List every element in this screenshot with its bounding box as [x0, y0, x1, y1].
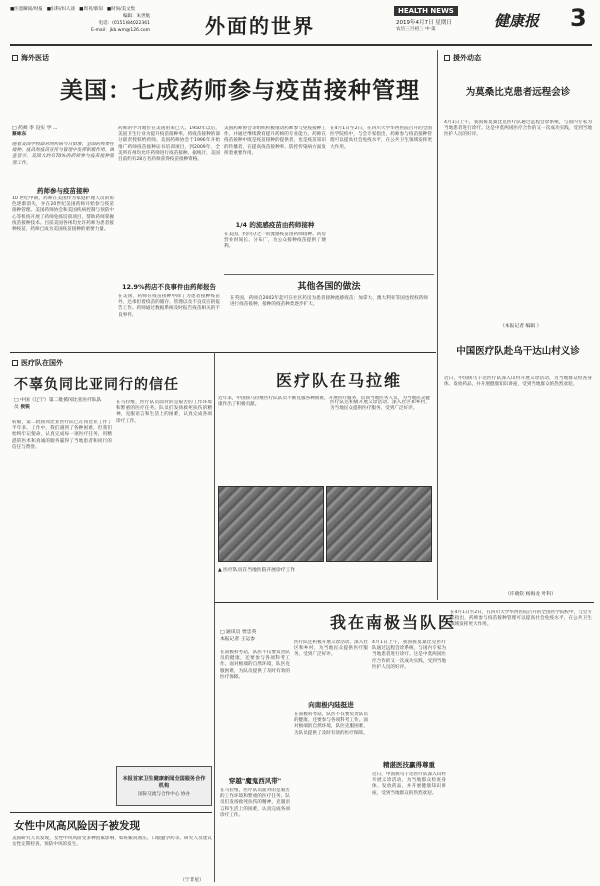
header-rule	[10, 44, 592, 46]
middle-text-2b: 医疗队还积极开展义诊活动，深入社区和乡村，为当地民众提供医疗服务，受到广泛好评。	[330, 400, 430, 412]
right-label: 援外动态	[444, 53, 481, 63]
brand-logo: 健康报	[494, 12, 540, 30]
ad-sub: 国际交流与合作中心 协办	[138, 792, 190, 797]
page-number: 3	[570, 4, 587, 32]
header-item: ■妇科/妇人谈	[46, 7, 76, 12]
right-byline-2: （许晓钦 杨海龙 叶科）	[505, 592, 557, 597]
quote-box	[224, 274, 434, 348]
quote-text: 在英国，药师自2002年起可在社区药房为患者接种流感疫苗；加拿大、澳大利亚等国也授权药师进行疫苗接种，接种的疫苗种类逐步扩大。	[230, 296, 428, 308]
middle-byline-3: □ 通讯员 贾忠英 本报记者 王运参	[220, 630, 257, 642]
header	[0, 0, 600, 48]
left-text-2b: 在马拉维，医疗队员面对的是艰苦的工作环境和繁重的医疗任务。队员们发扬救死扶伤的精神，克服语言和生活上的困难，认真完成各项诊疗工作。	[116, 400, 212, 424]
phone: 电话：(0151)84022361	[98, 21, 150, 26]
ad-box	[116, 766, 212, 806]
header-left	[10, 6, 170, 34]
section-rule	[10, 352, 436, 353]
section-rule-2	[214, 602, 594, 603]
photo-2	[326, 486, 432, 562]
middle-head-3: 我在南极当队医	[330, 613, 457, 632]
left-byline-3: （宁非星）	[180, 878, 204, 883]
main-title: 美国：七成药师参与疫苗接种管理	[60, 77, 420, 104]
quote-title: 其他各国的做法	[297, 282, 361, 292]
middle-text-3f: 近日，中国援乌干达医疗队深入山村开展义诊活动，为当地群众检查身体、发放药品，并开展健康知识讲座，受到当地群众的热烈欢迎。	[372, 772, 446, 796]
right-text-2: 近日，中国援乌干达医疗队深入山村开展义诊活动，为当地群众检查身体、发放药品，并开展健康知识讲座，受到当地群众的热烈欢迎。	[444, 376, 592, 388]
subhead-b1: 穿越"魔鬼西风带"	[228, 777, 282, 785]
mid-col-body-2: 在美国，药师在疫苗接种中除了为患者接种疫苗外，还承担着疫苗的储存、管理以及不良反应的报告工作。药师通过数据系统及时报告疫苗相关的不良事件。	[118, 294, 220, 318]
left-subhead: 药师参与疫苗接种	[37, 187, 89, 195]
right-subhead: 1/4 的流感疫苗由药师接种	[235, 221, 315, 229]
header-item: ■时尚/美文集	[106, 7, 136, 12]
right-col-body: 美国药师协会等组织积极推动药师参与免疫接种工作，并通过继续教育提升药师的专业能力。药师在疫苗接种中既是疫苗接种的提供者，也是疫苗知识的传播者，在提高疫苗接种率、防控传染病方面发挥着重要作用。	[224, 126, 326, 156]
right-col-body-2: 在美国，约四分之一的流感疫苗由药师接种。药房营业时间长、分布广，为公众接种疫苗提供了便利。	[224, 232, 326, 250]
left-label-2: 医疗队在国外	[12, 358, 63, 368]
middle-text-3b: 在马拉维，医疗队员面对的是艰苦的工作环境和繁重的医疗任务。队员们发扬救死扶伤的精神，克服语言和生活上的困难，认真完成各项诊疗工作。	[220, 788, 290, 818]
photo-caption: ▲ 医疗队员在当地医院开展诊疗工作	[218, 568, 296, 573]
middle-text-3d: 在南极科考站，队医不仅要负责队员的健康，还要参与各项科考工作。面对极端的自然环境，队医克服困难，为队员提供了及时有效的医疗保障。	[294, 712, 368, 736]
middle-head-2: 医疗队在马拉维	[276, 371, 403, 390]
right-head-1: 为莫桑比克患者远程会诊	[465, 87, 571, 98]
left-head-3: 女性中风高风险因子被发现	[14, 820, 140, 832]
right-text-1: 4月1日上午，我国援莫桑比克医疗队通过远程会诊系统，与国内专家为当地患者进行诊疗。这是中莫两国医疗合作的又一次成功实践，受到当地医护人员的好评。	[444, 120, 592, 138]
middle-text-3e: 4月1日上午，我国援莫桑比克医疗队通过远程会诊系统，与国内专家为当地患者进行诊疗。这是中莫两国医疗合作的又一次成功实践，受到当地医护人员的好评。	[372, 640, 446, 670]
section-label: 海外医话	[12, 53, 49, 63]
middle-text-2: 近年来，中国援马拉维医疗队队员不断克服各种困难，开展医疗服务，培训当地医务人员，为当地民众健康作出了积极贡献。	[218, 396, 430, 408]
intro-byline: □ 药师 李 良实 学 ... 蔡咏东	[12, 126, 58, 137]
middle-text-3: 在南极科考站，队医不仅要负责队员的健康，还要参与各项科考工作。面对极端的自然环境，队医克服困难，为队员提供了及时有效的医疗保障。	[220, 650, 290, 680]
col4-body: 在4月1日至2日，在四川大学华西医院召开的全国医学院校中，与会专家指出，药师参与疫苗接种管理可以提高社会免疫水平，在公共卫生领域发挥更大作用。	[330, 126, 432, 150]
photo-group	[218, 486, 432, 562]
health-news-badge: HEALTH NEWS	[394, 6, 458, 16]
subhead-b2: 向南极内陆挺进	[308, 701, 354, 709]
column-divider-2	[214, 352, 215, 882]
left-text-3: 美国研究人员发现，女性中风风险受多种因素影响，如妊娠高血压、口服避孕药等。研究人员建议女性定期检查，预防中风的发生。	[12, 836, 212, 848]
square-icon	[12, 360, 18, 366]
column-divider	[437, 50, 438, 600]
editor: 编辑：朱世航	[123, 14, 150, 19]
left-text-2: 转眼，第二批援冈比亚医疗队已在冈比亚工作了半年多。工作中，我们遇到了各种困难，但我们始终牢记使命，认真完成每一项医疗任务，用精湛的医术和真诚的服务赢得了当地患者和同行的信任与赞誉。	[12, 420, 112, 450]
left-byline-2: □ 中国（辽宁）第二批援冈比亚医疗队队员 侯锐	[14, 398, 102, 410]
section-rule-3	[10, 812, 212, 813]
ad-text: 本报首家卫生健康新闻全国服务合作机构	[122, 776, 206, 789]
left-col-body: 10 世纪中期，药师在美国作为家庭护理人员的角色逐渐消失，并在20世纪美国药师开始参与疫苗接种管理。美国药师协会和美国疾病控制与预防中心等机构开展了药师免疫培训项目，帮助药师掌握疫苗接种技术。目前美国各州均允许药师为患者接种疫苗，药师已成为美国疫苗接种的重要力量。	[12, 196, 114, 233]
right-text-3: 在4月1日至2日，在四川大学华西医院召开的全国医学院校中，与会专家指出，药师参与疫苗接种管理可以提高社会免疫水平，在公共卫生领域发挥更大作用。	[450, 610, 592, 628]
mid-subhead: 12.9%药店不良事件由药师报告	[121, 283, 217, 291]
email: E-mail：jkb.wm@126.com	[91, 28, 150, 33]
issue-date: 2019年4月7日 星期日	[396, 20, 452, 26]
section-title: 外面的世界	[205, 14, 315, 38]
header-item: ■周刊/新知	[79, 7, 103, 12]
subhead-b3: 精湛医技赢得尊重	[383, 761, 435, 769]
header-item: ■医患瞬间/时报	[10, 7, 43, 12]
right-byline-1: （本报记者 编辑 ）	[500, 324, 542, 329]
square-icon	[12, 55, 18, 61]
square-icon	[444, 55, 450, 61]
sub-date: 农历三月初三 中·第	[396, 27, 436, 32]
middle-text-3c: 医疗队还积极开展义诊活动，深入社区和乡村，为当地民众提供医疗服务，受到广泛好评。	[294, 640, 368, 658]
mid-col-body: 药师的学习地位在美国由来已久。1950年以后，美国卫生行业为提升疫苗接种率，将疫苗接种的部分职责授权给药师。美国药师协会于1996年开始推广药师疫苗接种证书培训项目，到2009年，全美所有州均允许药师进行疫苗接种。据统计，美国目前约有28万名药师获得疫苗接种资格。	[118, 126, 220, 163]
left-head-2: 不辜负同比亚同行的信任	[14, 377, 179, 393]
photo-1	[218, 486, 324, 562]
right-head-2: 中国医疗队赴乌干达山村义诊	[456, 346, 580, 357]
intro-text: 随着美国学校面对的疾病与日俱增，全国药师要在接种、疫苗的疫苗宣传与管理中发挥积极作用。调查显示，美国大约有70%的药师参与疫苗接种管理工作。	[12, 142, 114, 166]
